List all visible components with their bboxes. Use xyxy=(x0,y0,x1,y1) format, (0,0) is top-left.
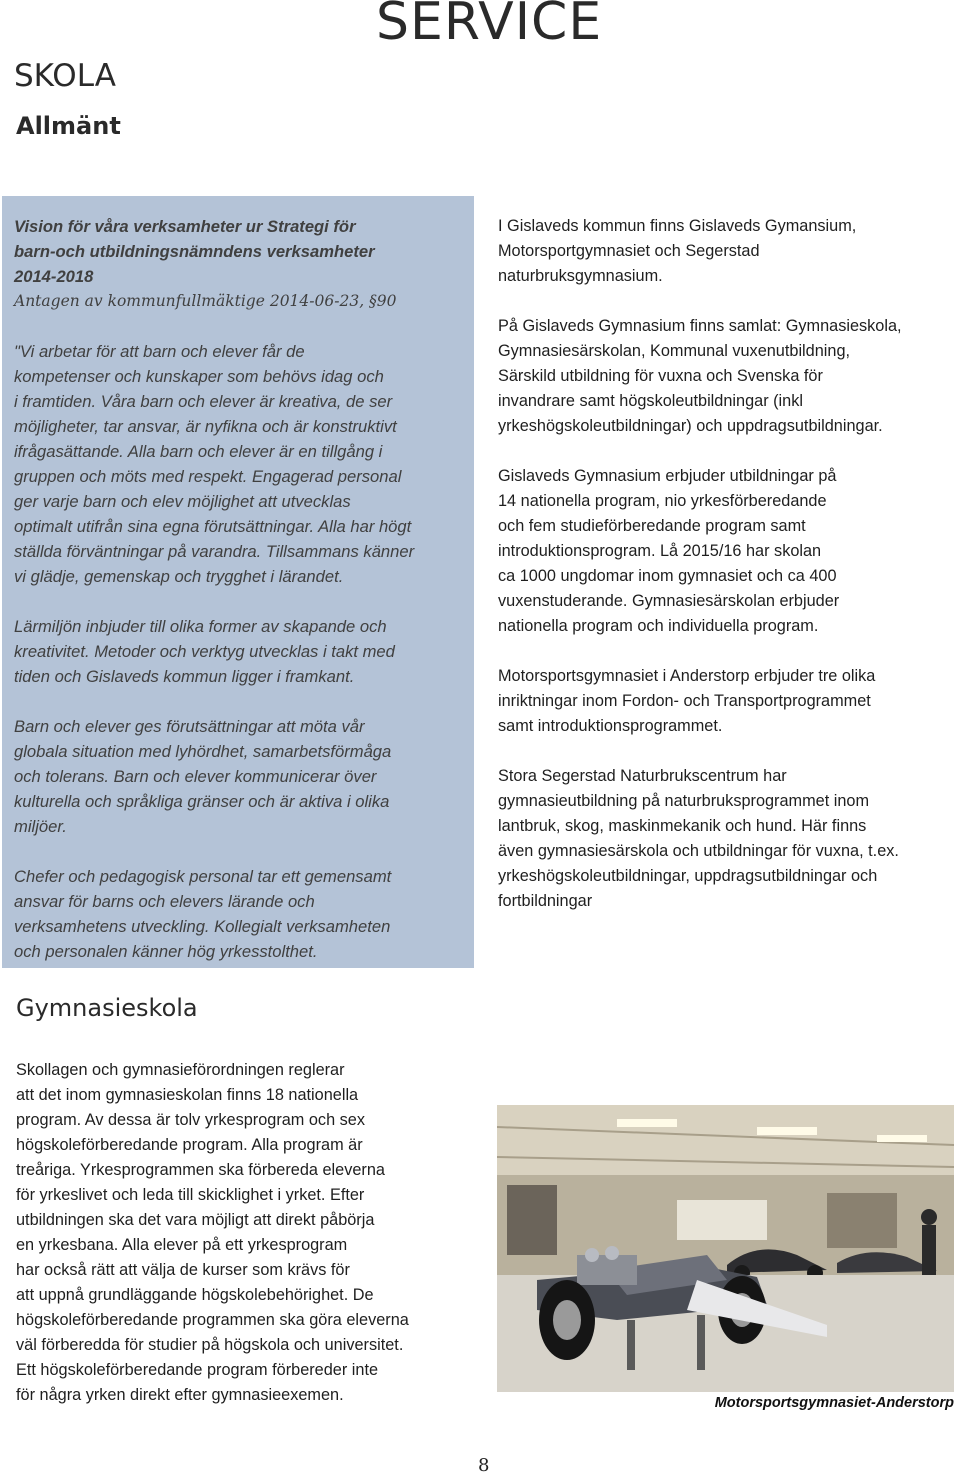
vision-quote-line: möjligheter, tar ansvar, är nyfikna och är konstruktivt xyxy=(14,417,397,436)
vision-quote-line: ger varje barn och elev möjlighet att utvecklas xyxy=(14,492,351,511)
vision-block-line: och tolerans. Barn och elever kommunicerar över xyxy=(14,767,377,786)
vision-heading-line: barn-och utbildningsnämndens verksamheter xyxy=(14,242,375,261)
schools-intro xyxy=(498,214,958,289)
vision-quote-line: i framtiden. Våra barn och elever är kreativa, de ser xyxy=(14,392,393,411)
vision-heading xyxy=(14,214,464,314)
text-line: 14 nationella program, nio yrkesförberedande xyxy=(498,492,827,510)
right-column xyxy=(498,214,958,914)
text-line: introduktionsprogram. Lå 2015/16 har skolan xyxy=(498,542,822,560)
text-line: lantbruk, skog, maskinmekanik och hund. Här finns xyxy=(498,817,867,835)
vision-block-line: ansvar för barns och elevers lärande och xyxy=(14,892,315,911)
vision-block-line: globala situation med lyhördhet, samarbetsförmåga xyxy=(14,742,392,761)
vision-block-line: kreativitet. Metoder och verktyg utvecklas i takt med xyxy=(14,642,395,661)
text-line: Skollagen och gymnasieförordningen reglerar xyxy=(16,1061,345,1079)
text-line: vuxenstuderande. Gymnasiesärskolan erbjuder xyxy=(498,592,840,610)
vision-quote-line: vi glädje, gemenskap och trygghet i lärandet. xyxy=(14,567,344,586)
text-line: program. Av dessa är tolv yrkesprogram och sex xyxy=(16,1111,365,1129)
section-title: SKOLA xyxy=(14,58,116,94)
page-section-title: SERVICE xyxy=(376,0,603,52)
text-line: att uppnå grundläggande högskolebehörighet. De xyxy=(16,1286,374,1304)
motorsport-gymnasium xyxy=(498,664,958,739)
text-line: Motorsportsgymnasiet i Anderstorp erbjuder tre olika xyxy=(498,667,876,685)
text-line: högskoleförberedande programmen ska göra eleverna xyxy=(16,1311,409,1329)
vision-quote-line: ifrågasättande. Alla barn och elever är en tillgång i xyxy=(14,442,383,461)
vision-block-line: Barn och elever ges förutsättningar att möta vår xyxy=(14,717,365,736)
text-line: att det inom gymnasieskolan finns 18 nationella xyxy=(16,1086,359,1104)
text-line: Ett högskoleförberedande program förbereder inte xyxy=(16,1361,379,1379)
vision-heading-line: 2014-2018 xyxy=(14,267,94,286)
gislaved-gymnasium-programs xyxy=(498,464,958,639)
text-line: inriktningar inom Fordon- och Transportprogrammet xyxy=(498,692,871,710)
vision-quote-line: optimalt utifrån sina egna förutsättningar. Alla har högt xyxy=(14,517,412,536)
vision-block-line: verksamhetens utveckling. Kollegialt verksamheten xyxy=(14,917,391,936)
text-line: På Gislaveds Gymnasium finns samlat: Gymnasieskola, xyxy=(498,317,902,335)
text-line: samt introduktionsprogrammet. xyxy=(498,717,723,735)
text-line: för några yrken direkt efter gymnasieexemen. xyxy=(16,1386,344,1404)
vision-block-line: tiden och Gislaveds kommun ligger i framkant. xyxy=(14,667,355,686)
text-line: även gymnasiesärskola och utbildningar för vuxna, t.ex. xyxy=(498,842,899,860)
workshop-photo xyxy=(497,1105,954,1392)
text-line: invandrare samt högskoleutbildningar (inkl xyxy=(498,392,803,410)
text-line: utbildningen ska det vara möjligt att direkt påbörja xyxy=(16,1211,375,1229)
vision-block-line: och personalen känner hög yrkesstolthet. xyxy=(14,942,318,961)
text-line: ca 1000 ungdomar inom gymnasiet och ca 400 xyxy=(498,567,837,585)
text-line: I Gislaveds kommun finns Gislaveds Gymansium, xyxy=(498,217,857,235)
vision-quote-line: ställda förväntningar på varandra. Tillsammans känner xyxy=(14,542,415,561)
vision-heading-line: Vision för våra verksamheter ur Strategi för xyxy=(14,217,356,236)
vision-block-line: Chefer och pedagogisk personal tar ett gemensamt xyxy=(14,867,392,886)
text-line: och fem studieförberedande program samt xyxy=(498,517,806,535)
gislaved-gymnasium-units xyxy=(498,314,958,439)
text-line: har också rätt att välja de kurser som krävs för xyxy=(16,1261,350,1279)
text-line: väl förberedda för studier på högskola och universitet. xyxy=(16,1336,404,1354)
vision-block-line: miljöer. xyxy=(14,817,67,836)
page-number: 8 xyxy=(478,1455,490,1476)
gymnasieskola-title: Gymnasieskola xyxy=(16,994,198,1022)
vision-block-line: kulturella och språkliga gränser och är aktiva i olika xyxy=(14,792,390,811)
text-line: fortbildningar xyxy=(498,892,593,910)
vision-quote-line: kompetenser och kunskaper som behövs idag och xyxy=(14,367,384,386)
race-car-workshop-image xyxy=(497,1105,954,1392)
photo-caption: Motorsportsgymnasiet-Anderstorp xyxy=(714,1395,954,1411)
vision-leadership xyxy=(14,864,464,964)
text-line: för yrkeslivet och leda till skicklighet i yrket. Efter xyxy=(16,1186,365,1204)
text-line: yrkeshögskoleutbildningar) och uppdragsutbildningar. xyxy=(498,417,883,435)
text-line: Stora Segerstad Naturbrukscentrum har xyxy=(498,767,787,785)
text-line: nationella program och individuella program. xyxy=(498,617,819,635)
text-line: naturbruksgymnasium. xyxy=(498,267,663,285)
vision-adopted: Antagen av kommunfullmäktige 2014-06-23, §90 xyxy=(14,292,397,310)
text-line: Motorsportgymnasiet och Segerstad xyxy=(498,242,760,260)
text-line: yrkeshögskoleutbildningar, uppdragsutbildningar och xyxy=(498,867,878,885)
gymnasieskola-text xyxy=(16,1058,481,1408)
text-line: Gislaveds Gymnasium erbjuder utbildningar på xyxy=(498,467,837,485)
text-line: Särskild utbildning för vuxna och Svenska för xyxy=(498,367,823,385)
text-line: treåriga. Yrkesprogrammen ska förbereda eleverna xyxy=(16,1161,385,1179)
vision-block-line: Lärmiljön inbjuder till olika former av skapande och xyxy=(14,617,387,636)
text-line: en yrkesbana. Alla elever på ett yrkesprogram xyxy=(16,1236,348,1254)
vision-quote-line: "Vi arbetar för att barn och elever får de xyxy=(14,342,305,361)
subsection-title: Allmänt xyxy=(16,112,121,140)
text-line: Gymnasiesärskolan, Kommunal vuxenutbildning, xyxy=(498,342,851,360)
vision-quote-line: gruppen och möts med respekt. Engagerad personal xyxy=(14,467,402,486)
vision-learning-environment xyxy=(14,614,464,689)
vision-global xyxy=(14,714,464,839)
segerstad-naturbruk xyxy=(498,764,958,914)
vision-quote xyxy=(14,339,464,589)
text-line: högskoleförberedande program. Alla program är xyxy=(16,1136,363,1154)
text-line: gymnasieutbildning på naturbruksprogrammet inom xyxy=(498,792,870,810)
vision-box xyxy=(2,196,474,968)
